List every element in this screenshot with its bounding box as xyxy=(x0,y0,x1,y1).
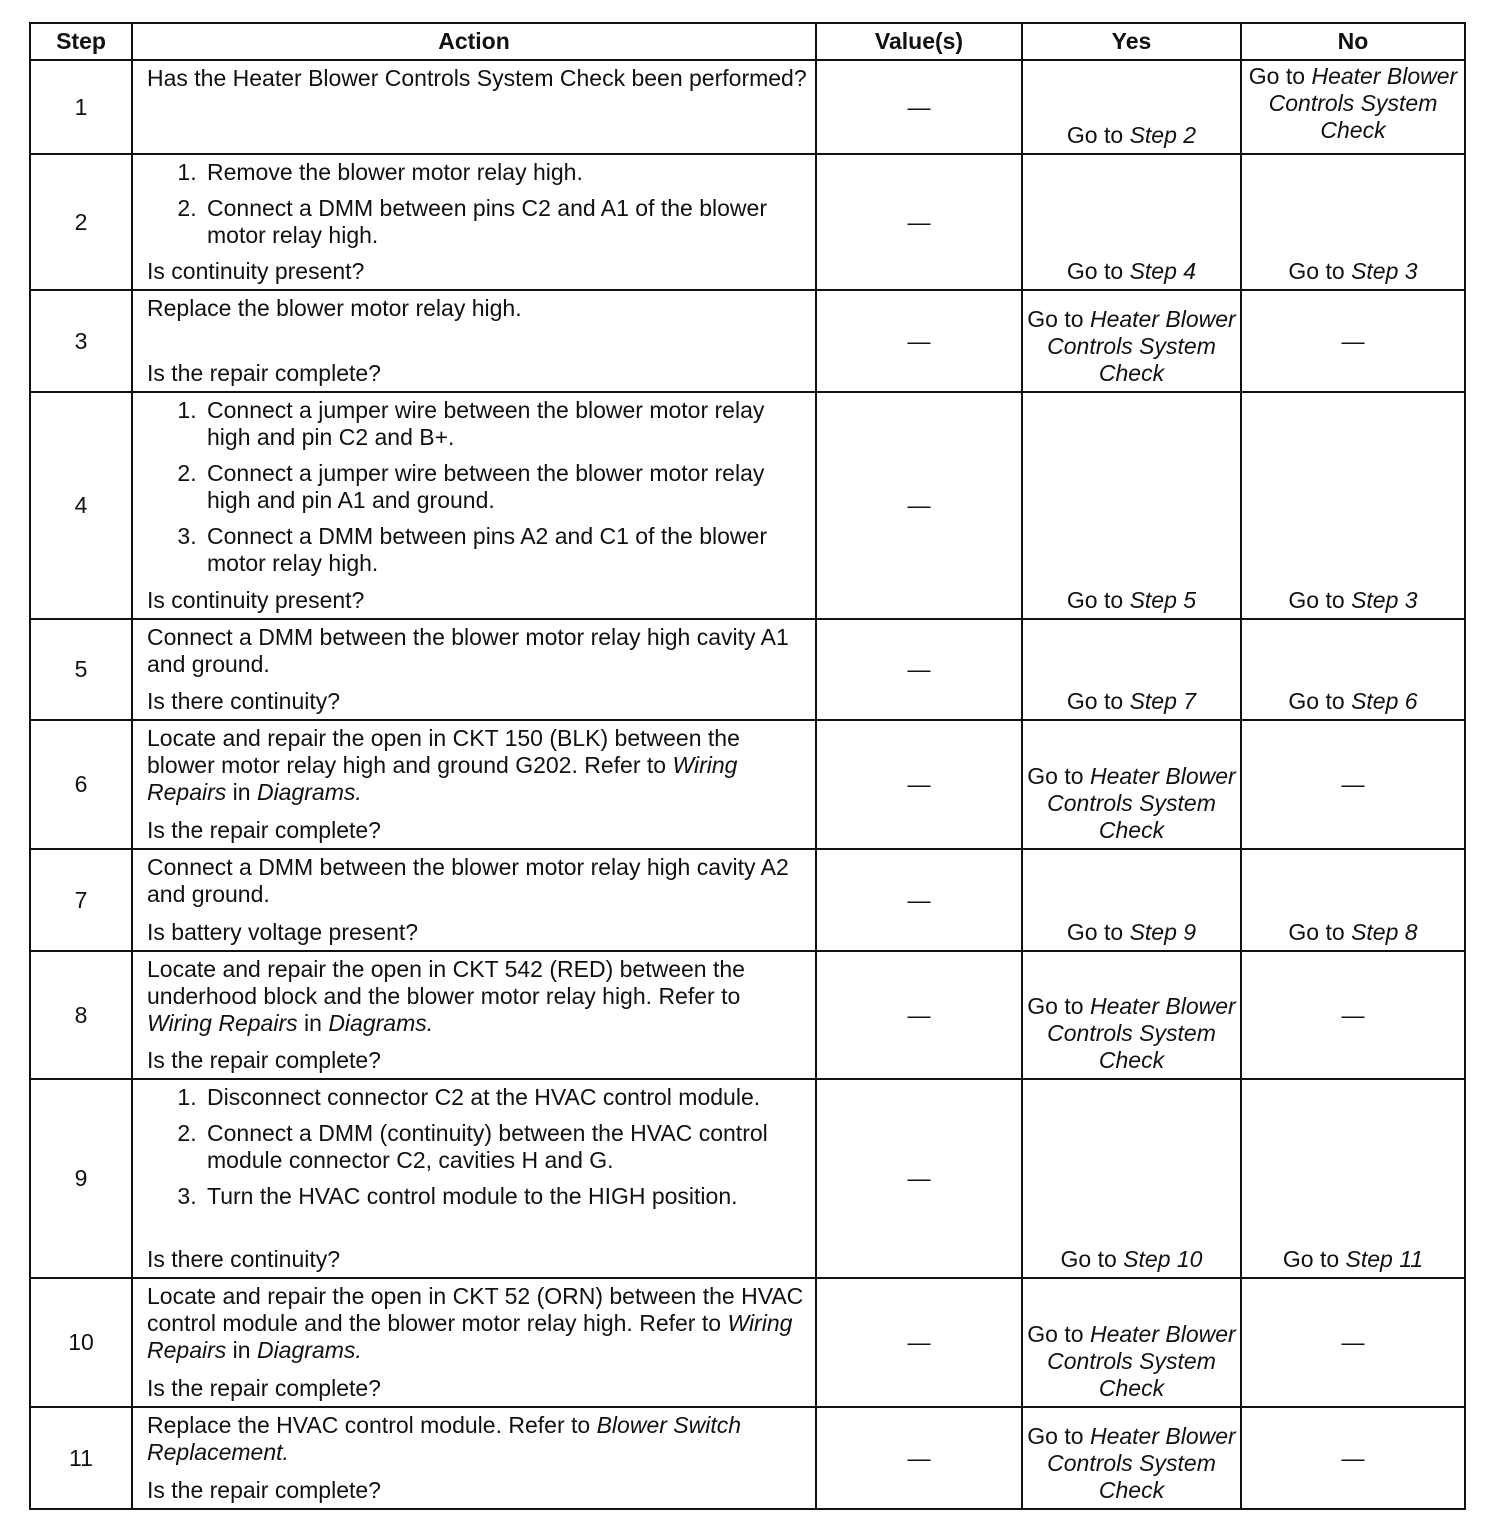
no-cell: — xyxy=(1241,290,1465,392)
step-link[interactable]: Step 5 xyxy=(1129,587,1197,613)
go-to-label: Go to xyxy=(1027,306,1084,332)
instruction-list xyxy=(147,397,809,577)
table-row xyxy=(30,60,1465,154)
action-cell xyxy=(132,392,816,619)
no-cell xyxy=(1241,154,1465,290)
action-text xyxy=(147,1412,809,1466)
go-to-label: Go to xyxy=(1248,63,1306,89)
action-cell xyxy=(132,60,816,154)
value-cell: — xyxy=(816,849,1022,951)
yes-cell xyxy=(1022,1079,1241,1278)
yes-cell xyxy=(1022,290,1241,392)
go-to-label: Go to xyxy=(1288,688,1345,714)
wiring-repairs-link[interactable]: Wiring Repairs xyxy=(147,752,738,805)
step-link[interactable]: Step 9 xyxy=(1129,919,1197,945)
action-cell xyxy=(132,1278,816,1407)
step-link[interactable]: Step 8 xyxy=(1351,919,1418,945)
no-cell xyxy=(1241,60,1465,154)
table-row xyxy=(30,619,1465,720)
question-text: Is there continuity? xyxy=(147,688,341,714)
step-number: 2 xyxy=(30,154,132,290)
step-number: 9 xyxy=(30,1079,132,1278)
step-number: 1 xyxy=(30,60,132,154)
action-cell xyxy=(132,619,816,720)
action-text xyxy=(147,725,809,806)
header-values: Value(s) xyxy=(816,23,1022,60)
instruction-item: 1. Connect a jumper wire between the blower motor relay high and pin C2 and B+. xyxy=(203,397,809,451)
question-text: Is continuity present? xyxy=(147,258,365,284)
refer-to-label: Refer to xyxy=(584,752,667,778)
action-cell xyxy=(132,154,816,290)
go-to-label: Go to xyxy=(1288,919,1345,945)
value-cell: — xyxy=(816,1407,1022,1509)
action-main-text: Locate and repair the open in CKT 542 (RED) between the underhood block and the blower motor relay high. xyxy=(147,956,745,1009)
action-text xyxy=(147,1283,809,1364)
action-text: Connect a DMM between the blower motor relay high cavity A2 and ground. xyxy=(147,854,789,907)
step-link[interactable]: Step 11 xyxy=(1345,1246,1424,1272)
yes-cell xyxy=(1022,1278,1241,1407)
yes-cell xyxy=(1022,619,1241,720)
action-main-text: Locate and repair the open in CKT 150 (BLK) between the blower motor relay high and ground G202. xyxy=(147,725,740,778)
header-action: Action xyxy=(132,23,816,60)
yes-cell xyxy=(1022,951,1241,1079)
diagrams-link[interactable]: Diagrams. xyxy=(328,1010,434,1036)
no-cell: — xyxy=(1241,720,1465,849)
table-row xyxy=(30,290,1465,392)
question-text: Is the repair complete? xyxy=(147,1375,381,1401)
instruction-item: 1. Remove the blower motor relay high. xyxy=(203,159,809,186)
table-row xyxy=(30,1407,1465,1509)
check-link[interactable]: Heater Blower Controls System Check xyxy=(1047,993,1236,1073)
header-step: Step xyxy=(30,23,132,60)
instruction-item: 2. Connect a DMM between pins C2 and A1 of the blower motor relay high. xyxy=(203,195,809,249)
go-to-label: Go to xyxy=(1060,1246,1117,1272)
action-text: Replace the blower motor relay high. xyxy=(147,295,522,321)
value-cell: — xyxy=(816,392,1022,619)
diagrams-link[interactable]: Diagrams. xyxy=(256,1337,362,1363)
step-number: 5 xyxy=(30,619,132,720)
wiring-repairs-link[interactable]: Wiring Repairs xyxy=(147,1010,298,1036)
table-row xyxy=(30,392,1465,619)
check-link[interactable]: Heater Blower Controls System Check xyxy=(1047,1321,1236,1401)
step-link[interactable]: Step 3 xyxy=(1351,587,1418,613)
instruction-list xyxy=(147,1084,809,1210)
question-text: Is the repair complete? xyxy=(147,1477,381,1503)
step-link[interactable]: Step 2 xyxy=(1129,122,1197,148)
wiring-repairs-link[interactable]: Wiring Repairs xyxy=(147,1310,793,1363)
in-label: in xyxy=(232,779,251,805)
refer-to-label: Refer to xyxy=(639,1310,722,1336)
diagnostic-table xyxy=(29,22,1466,1510)
step-number: 10 xyxy=(30,1278,132,1407)
no-cell xyxy=(1241,619,1465,720)
action-cell xyxy=(132,290,816,392)
question-text: Is continuity present? xyxy=(147,587,365,613)
yes-cell xyxy=(1022,849,1241,951)
value-cell: — xyxy=(816,1278,1022,1407)
question-text: Is the repair complete? xyxy=(147,817,381,843)
action-cell xyxy=(132,951,816,1079)
value-cell: — xyxy=(816,60,1022,154)
no-cell xyxy=(1241,1079,1465,1278)
question-text: Is there continuity? xyxy=(147,1246,341,1272)
table-row xyxy=(30,720,1465,849)
action-cell xyxy=(132,849,816,951)
go-to-label: Go to xyxy=(1066,919,1124,945)
in-label: in xyxy=(304,1010,322,1036)
go-to-label: Go to xyxy=(1027,763,1084,789)
no-cell: — xyxy=(1241,1278,1465,1407)
instruction-item: 3. Connect a DMM between pins A2 and C1 of the blower motor relay high. xyxy=(203,523,809,577)
action-text xyxy=(147,956,809,1037)
instruction-item: 3. Turn the HVAC control module to the HIGH position. xyxy=(203,1183,809,1210)
step-number: 4 xyxy=(30,392,132,619)
step-number: 11 xyxy=(30,1407,132,1509)
instruction-item: 2. Connect a DMM (continuity) between the HVAC control module connector C2, cavities H and G. xyxy=(203,1120,809,1174)
check-link[interactable]: Heater Blower Controls System Check xyxy=(1047,1423,1236,1503)
step-number: 7 xyxy=(30,849,132,951)
question-text: Is battery voltage present? xyxy=(147,919,419,945)
table-row xyxy=(30,951,1465,1079)
table-row xyxy=(30,1278,1465,1407)
header-row xyxy=(30,23,1465,60)
action-main-text: Replace the HVAC control module. xyxy=(147,1412,502,1438)
table-row xyxy=(30,1079,1465,1278)
no-cell: — xyxy=(1241,951,1465,1079)
go-to-label: Go to xyxy=(1027,1321,1084,1347)
step-number: 3 xyxy=(30,290,132,392)
table-row xyxy=(30,154,1465,290)
no-cell xyxy=(1241,849,1465,951)
value-cell: — xyxy=(816,619,1022,720)
blower-switch-replacement-link[interactable]: Blower Switch Replacement. xyxy=(147,1412,742,1465)
instruction-item: 1. Disconnect connector C2 at the HVAC control module. xyxy=(203,1084,809,1111)
table-row xyxy=(30,849,1465,951)
step-link[interactable]: Step 10 xyxy=(1123,1246,1203,1272)
go-to-label: Go to xyxy=(1066,688,1124,714)
yes-cell xyxy=(1022,720,1241,849)
no-cell xyxy=(1241,392,1465,619)
diagrams-link[interactable]: Diagrams. xyxy=(256,779,362,805)
refer-to-label: Refer to xyxy=(508,1412,591,1438)
go-to-label: Go to xyxy=(1027,1423,1084,1449)
go-to-label: Go to xyxy=(1282,1246,1340,1272)
action-main-text: Locate and repair the open in CKT 52 (ORN) between the HVAC control module and the blower motor relay high. xyxy=(147,1283,804,1336)
go-to-label: Go to xyxy=(1288,258,1345,284)
step-link[interactable]: Step 7 xyxy=(1129,688,1197,714)
yes-cell xyxy=(1022,392,1241,619)
step-link[interactable]: Step 6 xyxy=(1351,688,1418,714)
value-cell: — xyxy=(816,290,1022,392)
action-cell xyxy=(132,720,816,849)
header-yes: Yes xyxy=(1022,23,1241,60)
step-number: 6 xyxy=(30,720,132,849)
question-text: Is the repair complete? xyxy=(147,360,381,386)
refer-to-label: Refer to xyxy=(658,983,741,1009)
step-link[interactable]: Step 3 xyxy=(1351,258,1418,284)
value-cell: — xyxy=(816,951,1022,1079)
action-cell xyxy=(132,1079,816,1278)
step-link[interactable]: Step 4 xyxy=(1129,258,1197,284)
action-cell xyxy=(132,1407,816,1509)
yes-cell xyxy=(1022,154,1241,290)
go-to-label: Go to xyxy=(1066,587,1124,613)
value-cell: — xyxy=(816,720,1022,849)
check-link[interactable]: Heater Blower Controls System Check xyxy=(1268,63,1458,143)
step-number: 8 xyxy=(30,951,132,1079)
action-text: Has the Heater Blower Controls System Check been performed? xyxy=(147,65,807,91)
instruction-item: 2. Connect a jumper wire between the blower motor relay high and pin A1 and ground. xyxy=(203,460,809,514)
yes-cell xyxy=(1022,60,1241,154)
check-link[interactable]: Heater Blower Controls System Check xyxy=(1047,763,1236,843)
no-cell: — xyxy=(1241,1407,1465,1509)
go-to-label: Go to xyxy=(1066,258,1124,284)
go-to-label: Go to xyxy=(1066,122,1124,148)
go-to-label: Go to xyxy=(1288,587,1345,613)
go-to-label: Go to xyxy=(1027,993,1084,1019)
value-cell: — xyxy=(816,1079,1022,1278)
yes-cell xyxy=(1022,1407,1241,1509)
action-text: Connect a DMM between the blower motor relay high cavity A1 and ground. xyxy=(147,624,789,677)
question-text: Is the repair complete? xyxy=(147,1047,381,1073)
value-cell: — xyxy=(816,154,1022,290)
header-no: No xyxy=(1241,23,1465,60)
instruction-list xyxy=(147,159,809,249)
check-link[interactable]: Heater Blower Controls System Check xyxy=(1047,306,1236,386)
in-label: in xyxy=(232,1337,251,1363)
